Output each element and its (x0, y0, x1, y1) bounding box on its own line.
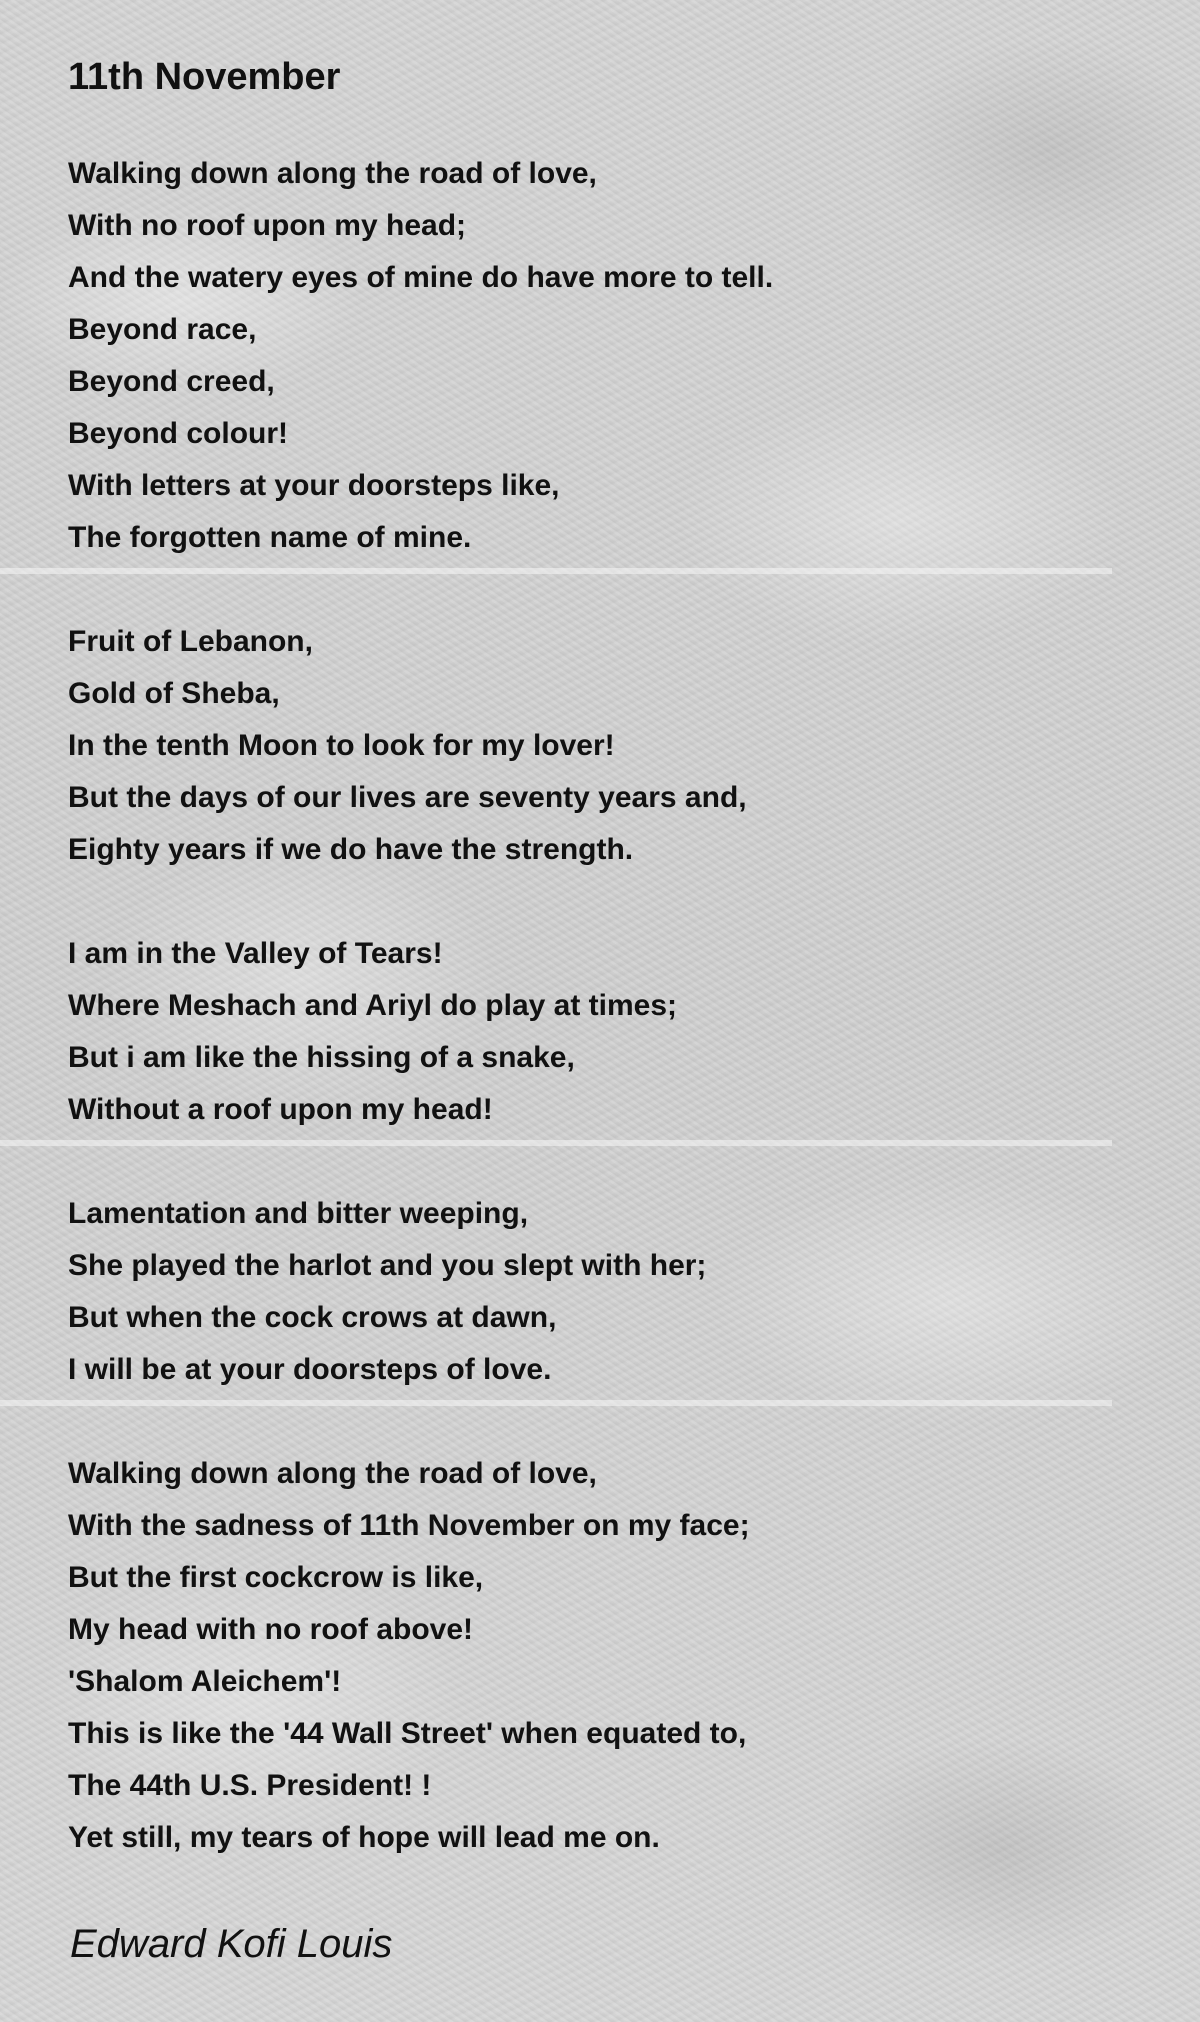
stanza-4 (68, 1188, 773, 1396)
poem-line: Gold of Sheba, (68, 677, 280, 710)
poem-line: Beyond creed, (68, 365, 275, 398)
poem-line: But i am like the hissing of a snake, (68, 1041, 575, 1074)
poem-line: With the sadness of 11th November on my face; (68, 1509, 750, 1542)
poem-line: Beyond colour! (68, 417, 289, 450)
poem-line: My head with no roof above! (68, 1613, 474, 1646)
poem-line: In the tenth Moon to look for my lover! (68, 729, 615, 762)
poem-line: She played the harlot and you slept with her; (68, 1249, 707, 1282)
poem-line: Fruit of Lebanon, (68, 625, 313, 658)
poem-line: Walking down along the road of love, (68, 1457, 597, 1490)
poem-line: 'Shalom Aleichem'! (68, 1665, 342, 1698)
poem-line: But when the cock crows at dawn, (68, 1301, 557, 1334)
poem-line: But the days of our lives are seventy years and, (68, 781, 747, 814)
poem-line: This is like the '44 Wall Street' when equated to, (68, 1717, 747, 1750)
author-name: Edward Kofi Louis (70, 1922, 393, 1966)
poem-line: With letters at your doorsteps like, (68, 469, 560, 502)
poem-line: Eighty years if we do have the strength. (68, 833, 634, 866)
stanza-1 (68, 148, 773, 564)
poem-line: With no roof upon my head; (68, 209, 467, 242)
poem-line: But the first cockcrow is like, (68, 1561, 484, 1594)
poem-line: The 44th U.S. President! ! (68, 1769, 432, 1802)
poem-line: Walking down along the road of love, (68, 157, 597, 190)
poem-line: Yet still, my tears of hope will lead me on. (68, 1821, 660, 1854)
stanza-5 (68, 1448, 773, 1864)
poem-line: The forgotten name of mine. (68, 521, 472, 554)
poem-line: Beyond race, (68, 313, 257, 346)
poem-title: 11th November (68, 56, 341, 98)
poem-line: Lamentation and bitter weeping, (68, 1197, 529, 1230)
stanza-2 (68, 616, 773, 876)
poem-line: Without a roof upon my head! (68, 1093, 493, 1126)
poem-line: I will be at your doorsteps of love. (68, 1353, 552, 1386)
poem-line: And the watery eyes of mine do have more to tell. (68, 261, 774, 294)
stanza-3 (68, 928, 773, 1136)
poem-line: I am in the Valley of Tears! (68, 937, 443, 970)
poem-body (68, 148, 773, 1916)
poem-line: Where Meshach and Ariyl do play at times; (68, 989, 678, 1022)
